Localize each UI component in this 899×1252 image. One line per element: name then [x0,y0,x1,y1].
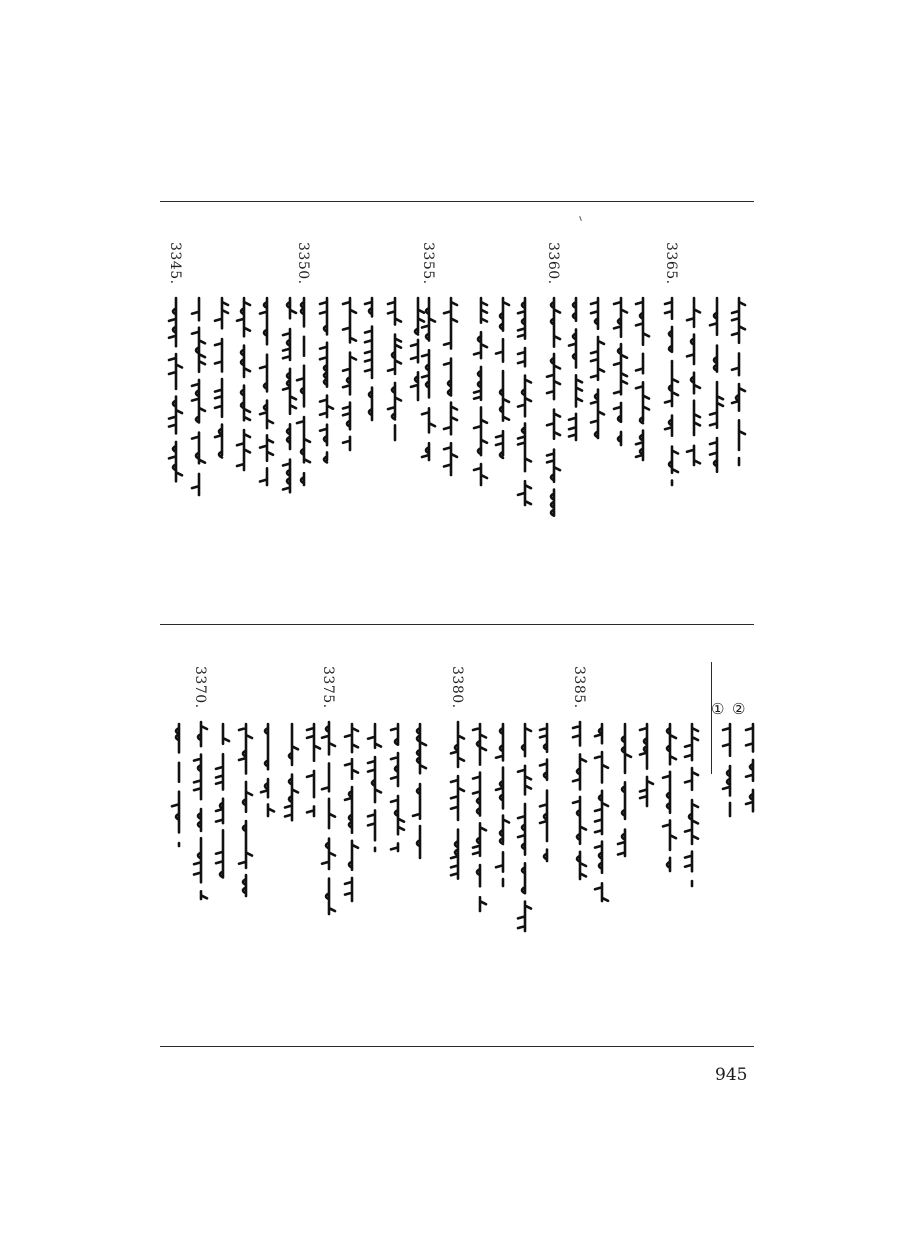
line-number: 3380. [449,666,465,709]
stray-mark [579,216,582,221]
verse-line [719,720,741,880]
verse-line [587,294,609,504]
verse-line [339,294,361,514]
top-rule [160,201,754,202]
verse-line [293,242,315,497]
verse-line [384,294,406,504]
verse-line [212,720,234,945]
verse-line [165,242,187,502]
verse-line [256,294,278,549]
verse-line [569,666,591,891]
verse-line [281,720,303,885]
bottom-rule [160,1046,754,1047]
verse-line [661,242,683,497]
verse-line [235,720,257,960]
verse-line [469,720,491,975]
line-number: 3365. [663,242,679,285]
verse-line [632,294,654,524]
verse-line [536,720,558,925]
verse-line [361,294,383,484]
verse-line [492,294,514,524]
verse-line [681,720,703,950]
verse-line [492,720,514,950]
line-number: 3385. [571,666,587,709]
line-number: 3345. [167,242,183,285]
verse-line [440,294,462,539]
verse-line [168,720,190,910]
verse-line [636,720,658,870]
verse-line [418,242,440,472]
footnote-separator [711,662,712,774]
verse-line [728,294,750,529]
line-number: 3350. [295,242,311,285]
verse-line [364,720,386,915]
verse-line [514,294,536,569]
verse-line [470,294,492,549]
verse-line [188,294,210,559]
line-number: 3370. [192,666,208,709]
verse-line [318,666,340,926]
verse-line [683,294,705,529]
verse-line [211,294,233,519]
verse-line [591,720,613,965]
verse-line [387,720,409,915]
verse-line [706,294,728,544]
verse-line [610,294,632,509]
verse-line [316,294,338,524]
page-number: 945 [715,1065,748,1085]
verse-line [233,294,255,534]
verse-line [514,720,536,995]
line-number: 3360. [545,242,561,285]
line-number: 3375. [320,666,336,709]
middle-rule [160,624,754,625]
verse-line [257,720,279,880]
verse-line [190,666,212,911]
verse-line [543,242,565,527]
verse-line [614,720,636,920]
verse-line [742,720,764,880]
verse-line [447,666,469,896]
line-number: 3355. [420,242,436,285]
verse-line [565,294,587,504]
footnote-mark: ① [711,700,725,718]
verse-line [659,720,681,935]
verse-line [409,720,431,930]
verse-line [341,720,363,965]
footnote-mark: ② [732,700,746,718]
